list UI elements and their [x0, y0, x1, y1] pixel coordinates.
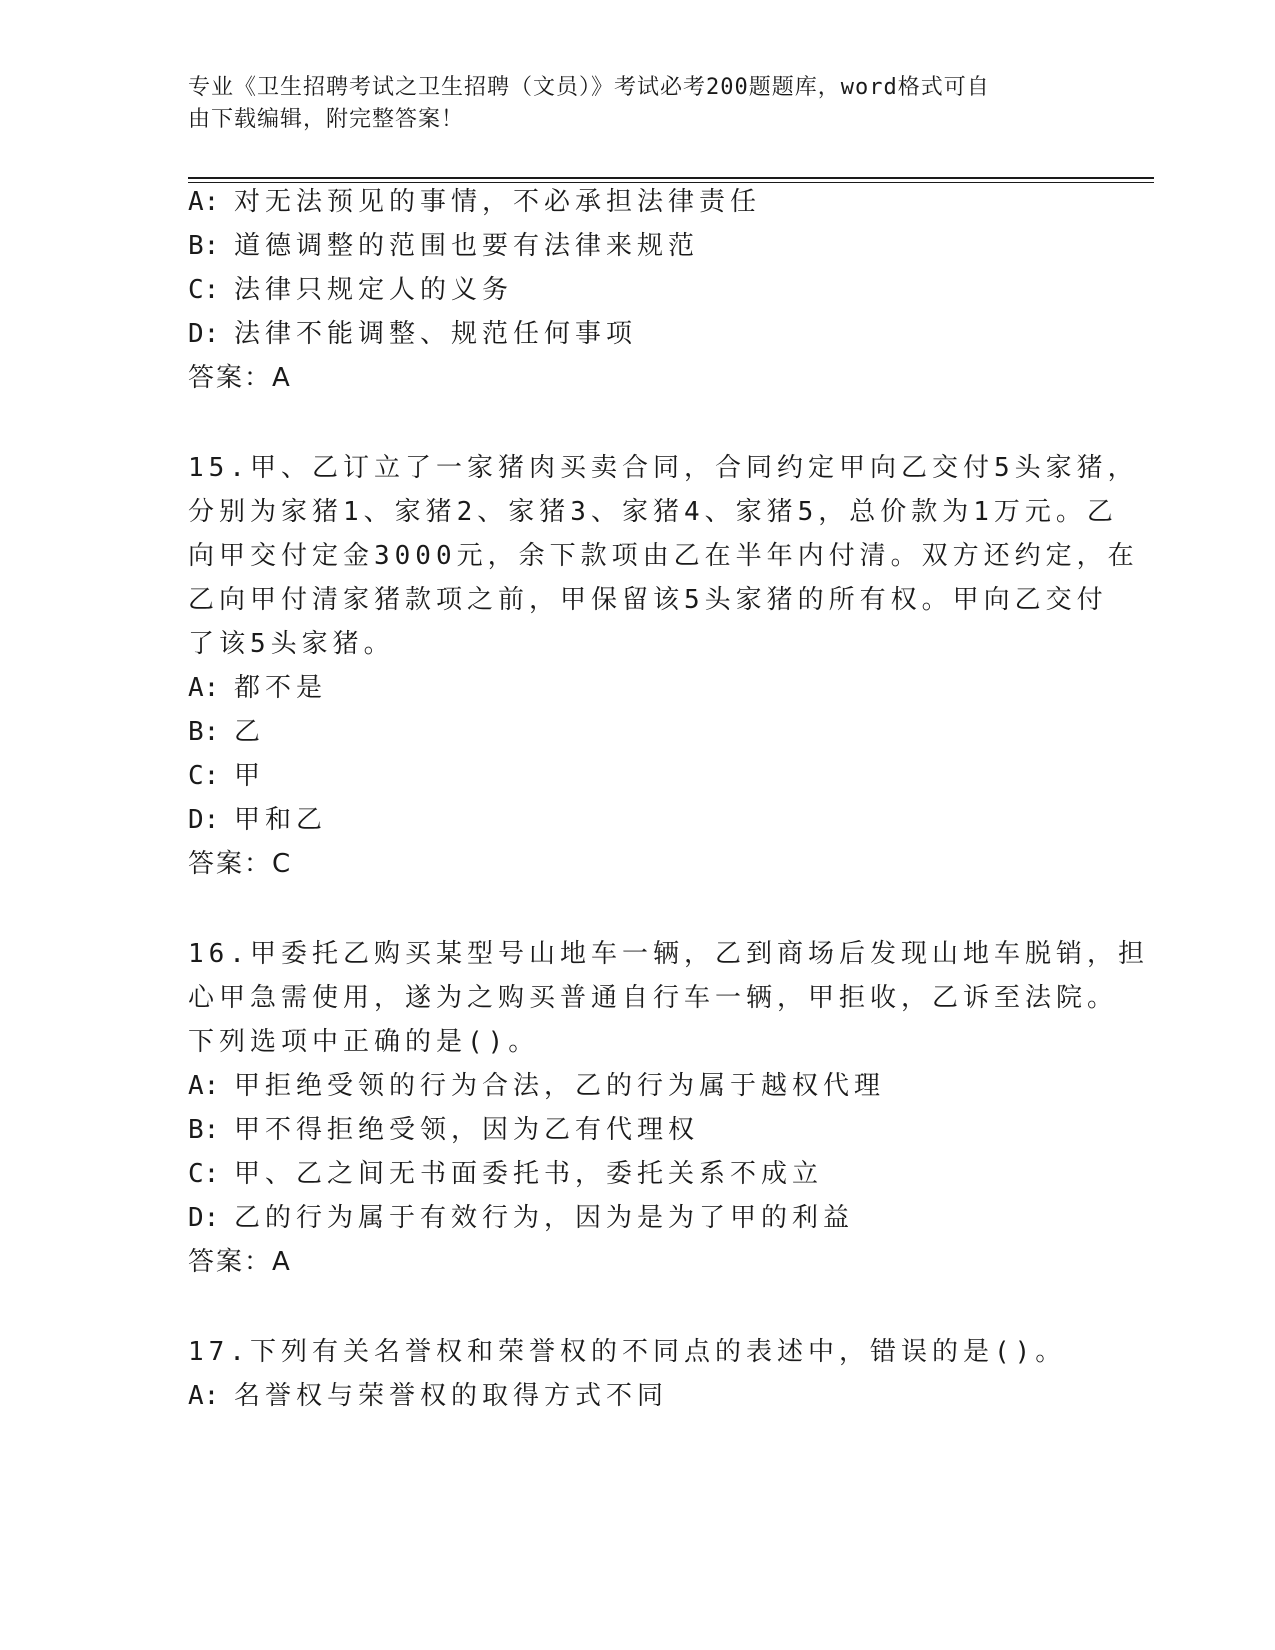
option-letter: B:: [188, 231, 220, 261]
q17-option-a: [188, 1380, 668, 1412]
header-divider-thick: [188, 177, 1154, 179]
q14-option-a: [188, 186, 761, 218]
option-text: 乙: [234, 717, 266, 747]
option-letter: D:: [188, 1203, 220, 1233]
option-letter: C:: [188, 275, 220, 305]
q15-option-a: [188, 672, 327, 704]
q16-stem-line-2: 心甲急需使用，遂为之购买普通自行车一辆，甲拒收，乙诉至法院。: [188, 983, 1119, 1013]
option-text: 甲拒绝受领的行为合法，乙的行为属于越权代理: [234, 1071, 886, 1101]
header-line-2: 由下载编辑，附完整答案！: [188, 107, 465, 132]
q15-option-c: [188, 760, 265, 792]
q15-stem-line-4: 乙向甲付清家猪款项之前，甲保留该5头家猪的所有权。甲向乙交付: [188, 585, 1108, 615]
q15-stem-line-5: 了该5头家猪。: [188, 629, 395, 659]
q15-stem-line-1: 15.甲、乙订立了一家猪肉买卖合同，合同约定甲向乙交付5头家猪，: [188, 453, 1139, 483]
q15-option-d: [188, 804, 327, 836]
option-text: 名誉权与荣誉权的取得方式不同: [234, 1381, 669, 1411]
option-letter: D:: [188, 805, 220, 835]
q15-option-b: [188, 716, 265, 748]
option-text: 法律只规定人的义务: [234, 275, 514, 305]
option-text: 甲和乙: [234, 805, 328, 835]
option-letter: C:: [188, 1159, 220, 1189]
q15-answer: 答案：C: [188, 849, 293, 879]
q14-option-b: [188, 230, 699, 262]
q16-option-c: [188, 1158, 823, 1190]
option-text: 道德调整的范围也要有法律来规范: [234, 231, 700, 261]
q16-stem-line-1: 16.甲委托乙购买某型号山地车一辆，乙到商场后发现山地车脱销，担: [188, 939, 1149, 969]
header-divider-thin: [188, 182, 1154, 183]
q16-stem-line-3: 下列选项中正确的是()。: [188, 1027, 540, 1057]
q14-option-d: [188, 318, 637, 350]
q16-option-d: [188, 1202, 854, 1234]
q15-stem-line-3: 向甲交付定金3000元，余下款项由乙在半年内付清。双方还约定，在: [188, 541, 1139, 571]
header-line-1: 专业《卫生招聘考试之卫生招聘（文员）》考试必考200题题库，word格式可自: [188, 75, 990, 100]
q16-option-b: [188, 1114, 699, 1146]
option-letter: D:: [188, 319, 220, 349]
option-text: 甲不得拒绝受领，因为乙有代理权: [234, 1115, 700, 1145]
q16-answer: 答案：A: [188, 1247, 292, 1277]
option-letter: A:: [188, 1381, 220, 1411]
option-text: 对无法预见的事情，不必承担法律责任: [234, 187, 762, 217]
q16-option-a: [188, 1070, 885, 1102]
option-letter: B:: [188, 717, 220, 747]
option-text: 甲、乙之间无书面委托书，委托关系不成立: [234, 1159, 824, 1189]
q17-stem-line-1: 17.下列有关名誉权和荣誉权的不同点的表述中，错误的是()。: [188, 1337, 1067, 1367]
option-letter: B:: [188, 1115, 220, 1145]
option-text: 乙的行为属于有效行为，因为是为了甲的利益: [234, 1203, 855, 1233]
q14-answer: 答案：A: [188, 363, 292, 393]
option-text: 法律不能调整、规范任何事项: [234, 319, 638, 349]
option-text: 甲: [234, 761, 266, 791]
option-text: 都不是: [234, 673, 328, 703]
option-letter: C:: [188, 761, 220, 791]
q15-stem-line-2: 分别为家猪1、家猪2、家猪3、家猪4、家猪5，总价款为1万元。乙: [188, 497, 1118, 527]
q14-option-c: [188, 274, 513, 306]
document-header: [188, 72, 1088, 136]
option-letter: A:: [188, 1071, 220, 1101]
option-letter: A:: [188, 187, 220, 217]
option-letter: A:: [188, 673, 220, 703]
